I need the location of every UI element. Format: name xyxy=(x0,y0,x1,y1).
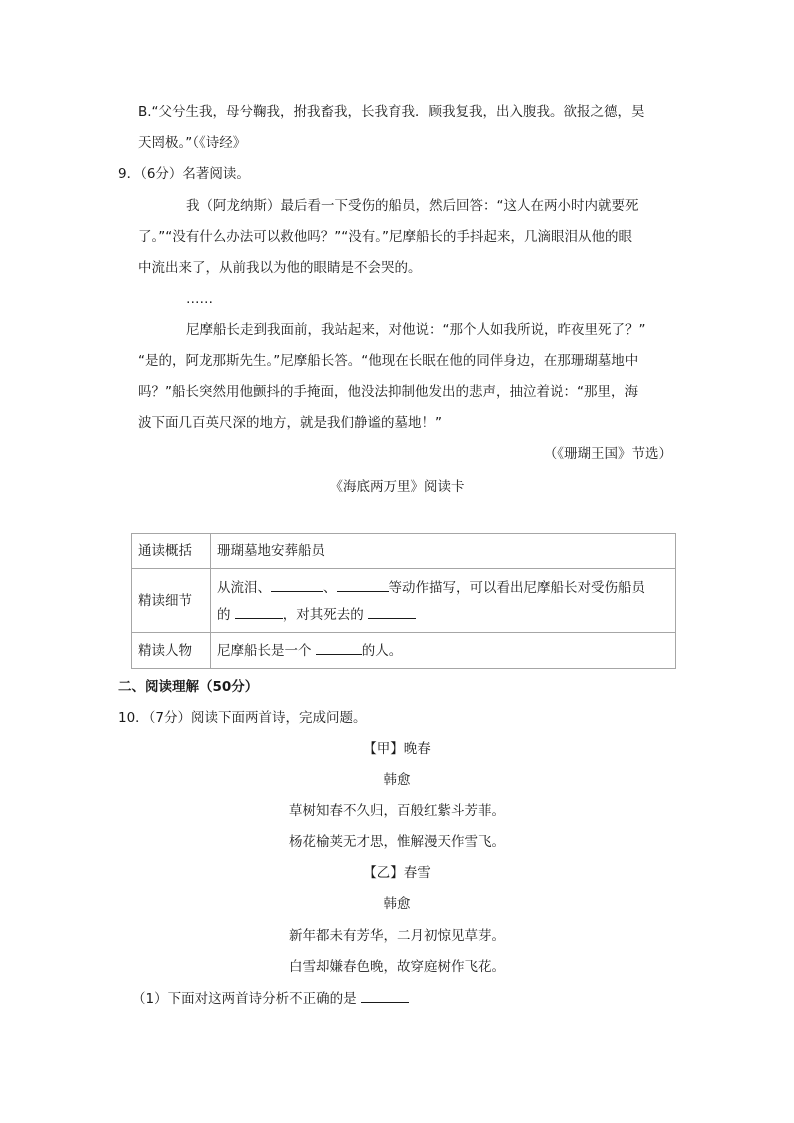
poem2-line2: 白雪却嫌春色晚，故穿庭树作飞花。 xyxy=(289,959,505,975)
q9-ellipsis: …… xyxy=(186,291,213,307)
card-row2-head: 精读细节 xyxy=(132,569,211,633)
blank-attitude-dead[interactable] xyxy=(368,604,416,619)
q9-para2-line4: 波下面几百英尺深的地方，就是我们静谧的墓地！” xyxy=(138,415,442,431)
q9-source: （《珊瑚王国》节选） xyxy=(543,446,672,462)
blank-character[interactable] xyxy=(316,640,362,655)
poem2-title: 【乙】春雪 xyxy=(363,865,431,881)
poem1-line1: 草树知春不久归，百般红紫斗芳菲。 xyxy=(289,803,505,819)
poem1-line2: 杨花榆荚无才思，惟解漫天作雪飞。 xyxy=(289,834,505,850)
poem2-author: 韩愈 xyxy=(383,896,411,912)
poem2-line1: 新年都未有芳华，二月初惊见草芽。 xyxy=(289,928,505,944)
blank-action-2[interactable] xyxy=(337,577,389,592)
card-row1-head: 通读概括 xyxy=(132,534,211,569)
card-row2-text2: 、 xyxy=(323,579,337,596)
q8-option-b-line2: 天罔极。”（《诗经》 xyxy=(138,135,247,151)
card-row3-text2: 的人。 xyxy=(361,643,403,659)
q9-para1-line2: 了。”“没有什么办法可以救他吗？”“没有。”尼摩船长的手抖起来，几滴眼泪从他的眼 xyxy=(138,229,632,245)
q9-para1-line1: 我（阿龙纳斯）最后看一下受伤的船员，然后回答：“这人在两小时内就要死 xyxy=(186,198,639,214)
q10-sub1-text: （1）下面对这两首诗分析不正确的是 xyxy=(132,991,361,1007)
q9-para2-line2: “是的，阿龙那斯先生。”尼摩船长答。“他现在长眠在他的同伴身边，在那珊瑚墓地中 xyxy=(138,353,639,369)
card-row-summary xyxy=(132,534,676,569)
card-row2-text4: 的 xyxy=(217,606,235,623)
q9-para2-line1: 尼摩船长走到我面前，我站起来，对他说：“那个人如我所说，昨夜里死了？” xyxy=(186,322,646,338)
q8-option-b-line1: B.“父兮生我，母兮鞠我，拊我畜我，长我育我．顾我复我，出入腹我。欲报之德，昊 xyxy=(138,104,645,120)
q9-header: 9．（6分）名著阅读。 xyxy=(118,166,250,182)
card-row-details xyxy=(132,569,676,633)
blank-action-1[interactable] xyxy=(271,577,323,592)
q10-header: 10．（7分）阅读下面两首诗，完成问题。 xyxy=(118,710,367,726)
card-row-character xyxy=(132,633,676,669)
poem1-author: 韩愈 xyxy=(383,772,411,788)
card-row2-text3: 等动作描写，可以看出尼摩船长对受伤船员 xyxy=(388,579,645,596)
card-row2-text5: ，对其死去的 xyxy=(282,606,369,623)
blank-attitude-injured[interactable] xyxy=(235,604,283,619)
blank-answer-sub1[interactable] xyxy=(361,988,409,1003)
q9-para1-line3: 中流出来了，从前我以为他的眼睛是不会哭的。 xyxy=(138,260,422,276)
card-row2-text1: 从流泪、 xyxy=(217,579,271,596)
card-row2-body xyxy=(211,569,676,633)
poem1-title: 【甲】晚春 xyxy=(363,741,431,757)
card-row3-body xyxy=(211,633,676,669)
card-row3-text1: 尼摩船长是一个 xyxy=(217,643,316,659)
card-row1-body: 珊瑚墓地安葬船员 xyxy=(211,534,676,569)
q10-sub1 xyxy=(132,988,409,1009)
reading-card-title: 《海底两万里》阅读卡 xyxy=(329,479,465,495)
card-row3-head: 精读人物 xyxy=(132,633,211,669)
section2-title: 二、阅读理解（50分） xyxy=(118,679,259,695)
q9-para2-line3: 吗？”船长突然用他颤抖的手掩面，他没法抑制他发出的悲声，抽泣着说：“那里，海 xyxy=(138,384,638,400)
reading-card-table xyxy=(131,533,676,669)
